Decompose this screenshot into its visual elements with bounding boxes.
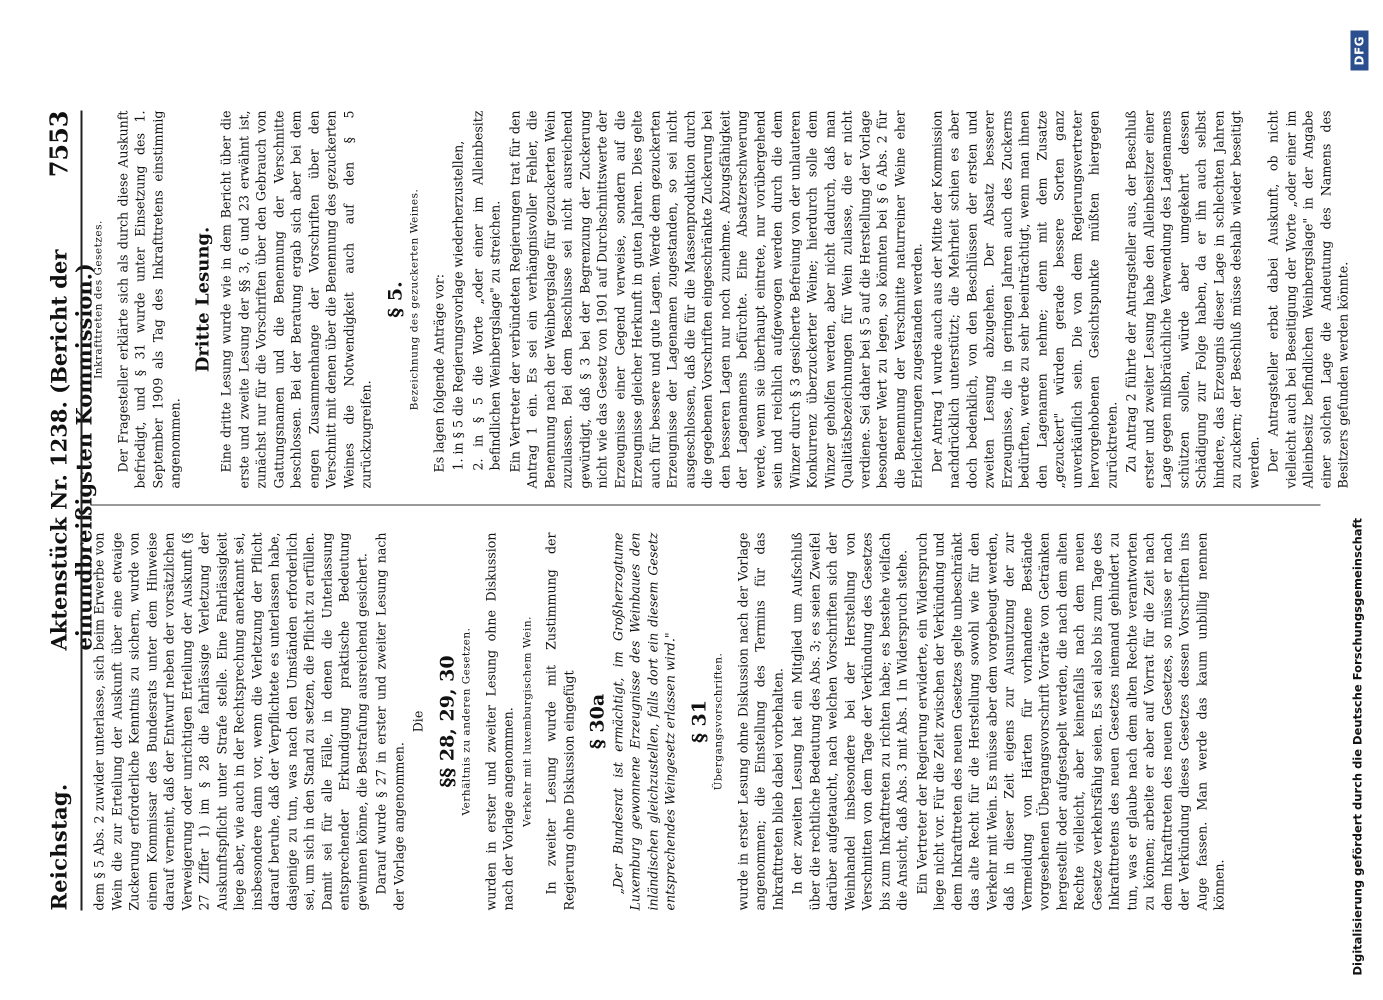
paragraph: In der zweiten Lesung hat ein Mitglied um Aufschluß über die rechtliche Bedeutung des Abs. 3; es seien Zweifel darüber aufgetaucht, nach welchen Vorschriften sich der Weinhandel insbesondere bei der Herstellung von Verschnitten von dem Tage der Verkündung des Gesetzes bis zum Inkrafttreten zu richten habe; es bestehe vielfach die Ansicht, daß Abs. 3 mit Abs. 1 in Widerspruch stehe. bbox=[789, 532, 909, 910]
page-number: 7553 bbox=[44, 110, 73, 177]
paragraph: Die bbox=[410, 710, 425, 732]
section-subtitle: Übergangsvorschriften. bbox=[712, 652, 724, 790]
paragraph: wurde in erster Lesung ohne Diskussion nach der Vorlage angenommen; die Einstellung des Termins für das Inkrafttreten blieb dabei vorbehalten. bbox=[734, 532, 785, 910]
paragraph: Zu Antrag 2 führte der Antragsteller aus, der Beschluß erster und zweiter Lesung habe den Alleinbesitzer einer Lage gegen mißbräuchliche Verwendung des Lagenamens schützen sollen, würde aber umgekehrt dessen Schädigung zur Folge haben, da er ihn auch selbst hindere, das Erzeugnis dieser Lage in schlechten Jahren zu zuckern; der Beschluß müsse deshalb wieder beseitigt werden. bbox=[1123, 110, 1261, 488]
right-column bbox=[90, 110, 1354, 488]
dfg-logo: DFG bbox=[1350, 30, 1368, 70]
paragraph: Es lagen folgende Anträge vor: bbox=[430, 273, 446, 472]
paragraph: Der Antrag 1 wurde auch aus der Mitte der Kommission nachdrücklich unterstützt; die Mehrheit schien es aber doch bedenklich, von den Beschlüssen der ersten und zweiten Lesung abzugehen. Der Absatz besserer Erzeugnisse, die in geringen Jahren auch des Zuckerns bedürften, werde zu sehr beeinträchtigt, wenn man ihnen den Lagenamen nehme; denn mit dem Zusatze „gezuckert" würden gerade bessere Sorten ganz unverkäuflich sein. Die von dem Regierungsvertreter hervorgehobenen Gesichtspunkte müßten hiergegen zurücktreten. bbox=[928, 110, 1119, 488]
section-title: § 5. bbox=[383, 280, 406, 318]
header-rule bbox=[80, 110, 82, 910]
section-heading: Dritte Lesung. bbox=[191, 226, 213, 372]
paragraph: Ein Vertreter der verbündeten Regierungen trat für den Antrag 1 ein. Es sei ein verhängnisvoller Fehler, die Benennung nach der Weinbergslage für gezuckerten Wein zuzulassen. Bei dem Beschlusse sei nicht ausreichend gewürdigt, daß § 3 bei der Begrenzung der Zuckerung nicht wie das Gesetz von 1901 auf Durchschnittswerte der Erzeugnisse einer Gegend verweise, sondern auf die Erzeugnisse gleicher Herkunft in guten Jahren. Dies gelte auch für bessere und gute Lagen. Werde dem gezuckerten Erzeugnisse der Lagenamen zugestanden, so sei nicht ausgeschlossen, daß die für die Massenproduktion durch die gegebenen Vorschriften eingeschränkte Zuckerung bei den besseren Lagen nur noch zunehme. Abzugsfähigkeit der Lagenamens befürchte. Eine Absatzerschwerung werde, wenn sie überhaupt eintrete, nur vorübergehend sein und reichlich aufgewogen werden durch die dem Winzer durch § 3 gesicherte Befreiung von der unlauteren Konkurrenz überzuckerter Weine; hierdurch solle dem Winzer geholfen werden, aber nicht dadurch, daß man Qualitätsbezeichnungen für Wein zulasse, die er nicht verdiene. Sei daher bei § 5 auf die Herstellung der Vorlage besonderer Wert zu legen, so könnten bei § 6 Abs. 2 für die Benennung der Verschnitte naturreiner Weine eher Erleichterungen zugestanden werden. bbox=[506, 110, 924, 488]
paragraph: wurden in erster und zweiter Lesung ohne Diskussion nach der Vorlage angenommen. bbox=[482, 532, 515, 910]
paragraph: Eine dritte Lesung wurde wie in dem Bericht über die erste und zweite Lesung der §§ 3, 6 und 23 erwähnt ist, zunächst nur für die Vorschriften über den Gebrauch von Gattungsnamen und die Benennung der Verschnitte beschlossen. Bei der Beratung ergab sich aber bei dem engen Zusammenhange der Vorschriften über den Verschnitt mit denen über die Benennung des gezuckerten Weines die Notwendigkeit auch auf den § 5 zurückzugreifen. bbox=[218, 110, 373, 488]
column-divider bbox=[90, 504, 1320, 505]
section-subtitle: Verkehr mit luxemburgischem Wein. bbox=[520, 615, 533, 827]
section-subtitle: Verhältnis zu anderen Gesetzen. bbox=[460, 627, 472, 815]
header-title: Aktenstück Nr. 1238. (Bericht der einundbreißigsten Kommission.) bbox=[46, 249, 96, 650]
section-title: §§ 28, 29, 30 bbox=[435, 654, 458, 788]
paragraph: dem § 5 Abs. 2 zuwider unterlasse, sich beim Erwerbe von Wein die zur Erteilung der Auskunft über eine etwaige Zuckerung erforderliche Kenntnis zu sichern, wurde von einem Kommissar des Bundesrats unter dem Hinweise darauf verneint, daß der Entwurf neben der vorsätzlichen Verweigerung oder unrichtigen Erteilung der Auskunft (§ 27 Ziffer 1) im § 28 die fahrlässige Verletzung der Auskunftspflicht unter Strafe stelle. Eine Fahrlässigkeit liege aber, wie auch in der Rechtsprechung anerkannt sei, insbesondere dann vor, wenn die Verletzung der Pflicht darauf beruhe, daß der Verpflichtete es unterlassen habe, dasjenige zu tun, was nach den Umständen erforderlich sei, um sich in den Stand zu setzen, die Pflicht zu erfüllen. Damit sei für alle Fälle, in denen die Unterlassung entsprechender Erkundigung praktische Bedeutung gewinnen könne, die Bestrafung ausreichend gesichert. bbox=[91, 532, 369, 910]
paragraph: Ein Vertreter der Regierung erwiderte, ein Widerspruch liege nicht vor. Für die Zeit zwischen der Verkündung und dem Inkrafttreten des neuen Gesetzes gelte unbeschränkt das alte Recht für die Herstellung sowohl wie für den Verkehr mit Wein. Es müsse aber dem vorgebeugt werden, daß in dieser Zeit eigens zur Ausnutzung der zur Vermeidung von Härten für vorhandene Bestände vorgesehenen Übergangsvorschrift Vorräte von Getränken hergestellt oder aufgestapelt werden, die nach dem alten Rechte vielleicht, aber keinenfalls nach dem neuen Gesetze verkehrsfähig seien. Es sei also bis zum Tage des Inkrafttretens des neuen Gesetzes niemand gehindert zu tun, was er glaube nach dem alten Rechte verantworten zu können; arbeite er aber auf Vorrat für die Zeit nach dem Inkrafttreten des neuen Gesetzes, so müsse er nach der Verkündung dieses Gesetzes dessen Vorschriften ins Auge fassen. Man werde das kaum unbillig nennen können. bbox=[913, 532, 1226, 910]
list-item: 1. in § 5 die Regierungsvorlage wiederherzustellen, bbox=[450, 140, 465, 470]
section-subtitle: Inkrafttreten des Gesetzes. bbox=[92, 219, 104, 379]
paragraph: Der Antragsteller erbat dabei Auskunft, ob nicht vielleicht auch bei Beseitigung der Worte „oder einer im Alleinbesitz befindlichen Weinbergslage" in der Angabe einer solchen Lage die Andeutung des Namens des Besitzers gefunden werden könnte. bbox=[1265, 110, 1350, 488]
digitization-note: Digitalisierung gefördert durch die Deutsche Forschungsgemeinschaft bbox=[1350, 517, 1364, 975]
header-reichstag: Reichstag. bbox=[46, 783, 71, 910]
paragraph: In zweiter Lesung wurde mit Zustimmung der Regierung ohne Diskussion eingefügt bbox=[543, 532, 576, 910]
section-subtitle: Bezeichnung des gezuckerten Weines. bbox=[408, 188, 420, 410]
list-item: 2. in § 5 die Worte „oder einer im Alleinbesitz befindlichen Weinbergslage" zu streichen. bbox=[469, 110, 502, 470]
section-title: § 31 bbox=[687, 699, 710, 743]
quoted-paragraph: „Der Bundesrat ist ermächtigt, im Großherzogtume Luxemburg gewonnene Erzeugnisse des Weinbaues den inländischen gleichzustellen, falls dort ein diesem Gesetz entsprechendes Weingesetz erlassen wird." bbox=[609, 532, 677, 910]
section-title: § 30a bbox=[586, 693, 608, 749]
page-header bbox=[42, 110, 96, 910]
paragraph: Der Fragesteller erklärte sich als durch diese Auskunft befriedigt, und § 31 wurde unter Einsetzung des 1. September 1909 als Tag des Inkrafttretens einstimmig angenommen. bbox=[114, 110, 182, 488]
paragraph: Darauf wurde § 27 in erster und zweiter Lesung nach der Vorlage angenommen. bbox=[373, 532, 406, 910]
left-column bbox=[90, 532, 1230, 910]
